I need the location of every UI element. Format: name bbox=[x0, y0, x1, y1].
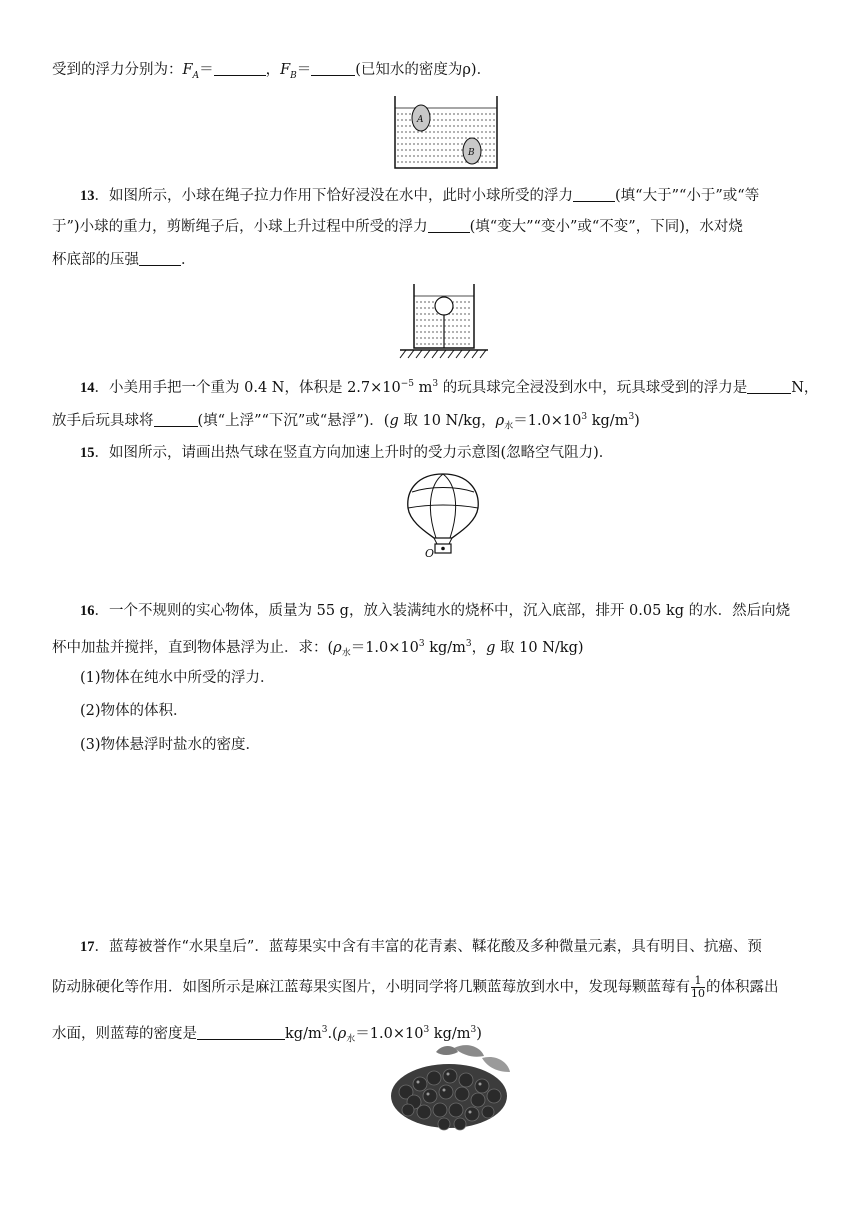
eq: ＝ bbox=[296, 62, 312, 78]
q16-line1 bbox=[80, 601, 808, 621]
eq: ＝ bbox=[199, 62, 214, 78]
q13-line3 bbox=[52, 250, 808, 270]
exponent: 3 bbox=[628, 412, 635, 422]
ground-hatch bbox=[400, 350, 486, 358]
hot-air-balloon-figure bbox=[400, 470, 486, 560]
q16-text: ， bbox=[471, 639, 487, 656]
exponent: 3 bbox=[470, 1025, 477, 1035]
answer-blank-fa[interactable] bbox=[214, 61, 266, 76]
point-o bbox=[441, 547, 445, 551]
q12-container-figure bbox=[393, 92, 499, 170]
label-o: O bbox=[425, 547, 435, 560]
q13-number: 13 bbox=[80, 188, 95, 204]
rho-sub: 水 bbox=[346, 1034, 356, 1045]
blueberries-photo bbox=[384, 1040, 514, 1136]
q15-line bbox=[80, 443, 808, 463]
sep: ， bbox=[265, 62, 281, 78]
rho-symbol: ρ bbox=[337, 1025, 347, 1042]
q13-beaker-figure bbox=[398, 282, 490, 362]
fraction-numerator: 1 bbox=[691, 975, 705, 988]
q14-text: (填“上浮”“下沉”或“悬浮”)．( bbox=[197, 412, 390, 429]
q14-text: ＝1.0×10 bbox=[513, 412, 582, 429]
q17-text: kg/m bbox=[429, 1025, 471, 1042]
answer-blank-q14-2[interactable] bbox=[154, 412, 198, 427]
q13-text: ．如图所示，小球在绳子拉力作用下恰好浸没在水中，此时小球所受的浮力 bbox=[94, 188, 573, 204]
q17-text: kg/m bbox=[285, 1025, 322, 1042]
q15-number: 15 bbox=[80, 445, 95, 461]
q17-text: ．蓝莓被誉作“水果皇后”．蓝莓果实中含有丰富的花青素、鞣花酸及多种微量元素，具有明目、抗癌、预 bbox=[94, 939, 762, 955]
leaf bbox=[436, 1046, 458, 1055]
rho-symbol: ρ bbox=[333, 639, 342, 656]
q14-line1 bbox=[80, 374, 819, 398]
rho-symbol: ρ bbox=[495, 412, 505, 429]
q14-line2 bbox=[52, 407, 808, 437]
balloon-gore bbox=[430, 474, 443, 538]
q16-sub2: (2)物体的体积． bbox=[80, 703, 188, 719]
q16-text: 取 10 N/kg) bbox=[495, 639, 584, 656]
exponent: 3 bbox=[418, 639, 425, 649]
fraction-denominator: 10 bbox=[691, 987, 705, 1000]
answer-blank-q13-3[interactable] bbox=[139, 251, 181, 266]
fa-sub: A bbox=[192, 70, 200, 81]
q16-sub1: (1)物体在纯水中所受的浮力． bbox=[80, 670, 275, 686]
fb-symbol: F bbox=[280, 62, 291, 78]
leaf bbox=[454, 1045, 484, 1057]
q16-sub3: (3)物体悬浮时盐水的密度． bbox=[80, 737, 261, 753]
fb-sub: B bbox=[290, 70, 297, 81]
label-a: A bbox=[417, 115, 424, 125]
g-symbol: g bbox=[389, 412, 399, 429]
label-b: B bbox=[468, 148, 475, 158]
q16-text: ＝1.0×10 bbox=[350, 639, 419, 656]
q13-text: (填“变大”“变小”或“不变”，下同)，水对烧 bbox=[469, 219, 743, 235]
q13-text-tail: (填“大于”“小于”或“等 bbox=[615, 188, 760, 204]
balloon-gore bbox=[443, 474, 456, 538]
q12-line bbox=[52, 60, 808, 86]
q16-text: kg/m bbox=[424, 639, 466, 656]
q16-text: 杯中加盐并搅拌，直到物体悬浮为止．求：( bbox=[52, 639, 334, 656]
q13-text: 杯底部的压强 bbox=[52, 252, 139, 268]
fraction bbox=[691, 975, 705, 1000]
q14-text: ．小美用手把一个重为 0.4 N，体积是 2.7×10 bbox=[94, 379, 401, 396]
answer-blank-q13-1[interactable] bbox=[573, 187, 615, 202]
rho-sub: 水 bbox=[341, 648, 351, 659]
answer-blank-q13-2[interactable] bbox=[428, 218, 470, 233]
exponent: −5 bbox=[400, 379, 415, 389]
q16-text: ．一个不规则的实心物体，质量为 55 g，放入装满纯水的烧杯中，沉入底部，排开 0.05 kg 的水．然后向烧 bbox=[94, 603, 791, 619]
balloon-band bbox=[408, 505, 478, 508]
exponent: 3 bbox=[581, 412, 588, 422]
q17-number: 17 bbox=[80, 939, 95, 955]
q14-text: kg/m bbox=[587, 412, 629, 429]
answer-blank-fb[interactable] bbox=[311, 61, 355, 76]
balloon-band bbox=[412, 488, 474, 493]
q17-text: ) bbox=[476, 1025, 482, 1042]
q13-line2 bbox=[52, 217, 808, 237]
exponent: 3 bbox=[432, 379, 439, 389]
q14-text: 取 10 N/kg， bbox=[398, 412, 496, 429]
q14-text: N， bbox=[791, 379, 819, 396]
q15-text: ．如图所示，请画出热气球在竖直方向加速上升时的受力示意图(忽略空气阻力)． bbox=[94, 445, 614, 461]
g-symbol: g bbox=[486, 639, 496, 656]
q16-number: 16 bbox=[80, 603, 95, 619]
q16-line2 bbox=[52, 634, 808, 664]
leaf bbox=[482, 1057, 510, 1072]
ball bbox=[435, 297, 453, 315]
q14-number: 14 bbox=[80, 379, 95, 396]
exponent: 3 bbox=[423, 1025, 430, 1035]
exponent: 3 bbox=[321, 1025, 328, 1035]
q17-text: 水面，则蓝莓的密度是 bbox=[52, 1025, 197, 1042]
q17-text: .( bbox=[327, 1025, 338, 1042]
q17-text: ＝1.0×10 bbox=[355, 1025, 424, 1042]
q13-text: 于”)小球的重力，剪断绳子后，小球上升过程中所受的浮力 bbox=[52, 219, 428, 235]
answer-blank-q17[interactable] bbox=[197, 1025, 285, 1040]
q14-text: ) bbox=[634, 412, 640, 429]
rope bbox=[434, 538, 437, 544]
q14-text: 放手后玩具球将 bbox=[52, 412, 154, 429]
q12-tail: (已知水的密度为ρ)． bbox=[355, 62, 492, 78]
q14-text: m bbox=[414, 379, 433, 396]
q13-end: ． bbox=[181, 252, 196, 268]
q13-line1 bbox=[80, 186, 808, 206]
fa-symbol: F bbox=[182, 62, 193, 78]
q17-text: 的体积露出 bbox=[706, 979, 779, 996]
q17-line1 bbox=[80, 937, 808, 957]
q17-line2 bbox=[52, 975, 808, 1000]
answer-blank-q14-1[interactable] bbox=[747, 379, 791, 394]
exponent: 3 bbox=[465, 639, 472, 649]
rope bbox=[449, 538, 452, 544]
q17-text: 防动脉硬化等作用．如图所示是麻江蓝莓果实图片，小明同学将几颗蓝莓放到水中，发现每颗蓝莓有 bbox=[52, 979, 690, 996]
q14-text: 的玩具球完全浸没到水中，玩具球受到的浮力是 bbox=[438, 379, 748, 396]
q12-text: 受到的浮力分别为： bbox=[52, 62, 183, 78]
rho-sub: 水 bbox=[504, 421, 514, 432]
